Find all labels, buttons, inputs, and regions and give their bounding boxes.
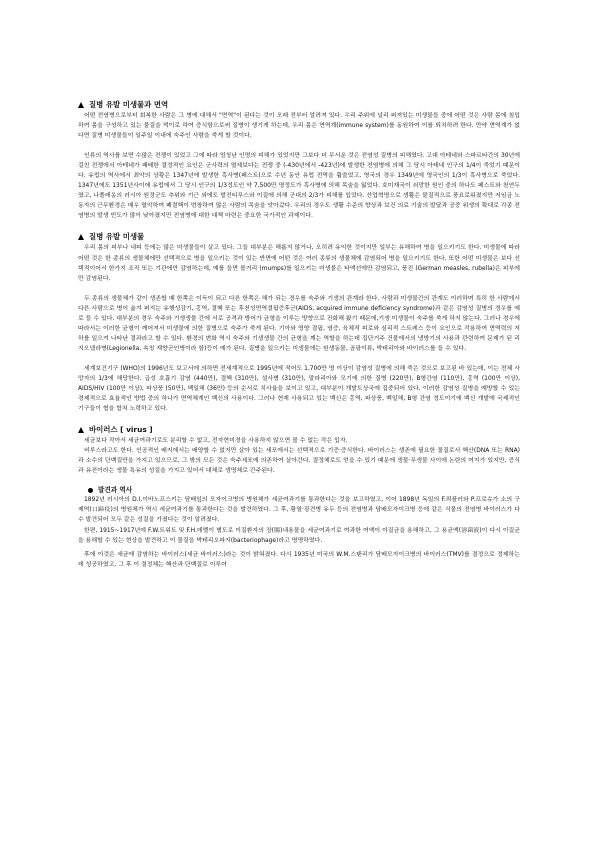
triangle-bullet-icon	[78, 234, 84, 240]
paragraph: 1892년 러시아의 D.I.이바노프스키는 담배잎의 모자이크병의 병원체가 세균여과기를 통과한다는 것을 보고하였고, 이어 1898년 독일의 F.뢰플러와 P.프로슈가 소의 구제역(口蹄疫)의 병원체가 역시 세균여과기를 통과한다는 것을 발견하였다. 그 후, 황열·광견병 유두 등의 전염병과 담배모자이크병 등에 같은 식물의 전염병 바이러스가 다수 발견되어 모두 같은 성질을 가졌다는 것이 알려졌다.	[78, 496, 520, 524]
paragraph: 세균보다 작아서 세균여과기로도 분리할 수 없고, 전자현미경을 사용하지 않으면 볼 수 없는 작은 입자.	[84, 437, 348, 445]
paragraph: 어떤 전염병으로부터 회복한 사람은 그 병에 대해서 "면역"이 된다는 것이 오래 전부터 알려져 있다. 우리 주위에 널리 퍼져있는 미생물들 중에 어떤 것은 사람 몸에 침입하여 몸을 구성하고 있는 물질을 먹이로 하여 증식함으로써 질병이 생기게 하는데, 우리 몸은 면역계(immune system)를 동원하여 이를 퇴치하려 한다. 만약 면역계가 없다면 질병 미생물들이 일주일 이내에 숙주인 사람을 죽게 할 것이다.	[78, 112, 520, 140]
section-heading	[78, 232, 520, 242]
section-heading-text: 바이러스 [ virus ]	[89, 425, 153, 435]
circle-bullet-icon	[88, 488, 93, 493]
subsection-heading-text: 발견과 역사	[98, 486, 133, 495]
paragraph: 세계보건기구 (WHO)의 1996년도 보고서에 의하면 전세계적으로 1995년에 적어도 1,700만 명 이상이 감염성 질병에 의해 죽은 것으로 보고된 바 있는데, 이는 전체 사망자의 1/3에 해당한다. 급성 호흡기 감염 (440만), 결핵 (310만), 설사병 (310만), 말라리아와 모기에 의한 질병 (220만), B형간염 (110만), 홍역 (100만 이상), AIDS/HIV (100만 이상), 파상풍 (50만), 백일해 (36만) 등의 순서로 치사율을 보이고 있고, 대부분이 개발도상국에 집중되어 있다. 이러한 감염성 질병을 예방할 수 있는 경제적으로 효율적인 방법 중의 하나가 면역체계인 백신의 사용이다. 그러나 현재 사용되고 있는 백신은 홍역, 파상풍, 백일해, B형 간염 정도이기에 백신 개발에 국제적인 기구들이 협을 합쳐 노력하고 있다.	[78, 364, 520, 413]
subsection-heading	[88, 485, 520, 495]
paragraph: 우리 몸의 피부나 내피 등에는 많은 미생물들이 살고 있다. 그들 대부분은 해롭지 않거나, 오히려 유익한 것이지만 일부는 유해하여 병을 일으키기도 한다. 미생물에 따라 어떤 것은 한 종류의 생물체에만 선택적으로 병을 일으키는 것이 있는 반면에 어떤 것은 여러 종류의 생물체에 감염되어 병을 일으키기도 한다. 또한 어떤 미생물은 보다 선택적이어서 한가지 조직 또는 기관에만 감염하는데, 예를 들면 볼거리 (mumps)를 일으키는 미생물은 타액선에만 감염되고, 풍진 (German measles, rubella)은 피부에만 감염된다.	[78, 244, 520, 282]
paragraph: 비루스라고도 한다. 인공적인 배지에서는 배양할 수 없지만 살아 있는 세포에서는 선택적으로 기증·증식한다. 바이러스는 생존에 필요한 물질로서 핵산(DNA 또는 RNA)과 소수의 단백질만을 가지고 있으므로, 그 밖의 모든 것은 숙주세포에 의존하여 살아간다. 결정체로도 얻을 수 있기 때문에 생물·무생물 사이에 논란의 여지가 있지만, 증식과 유전이라는 생물 특유의 성질을 가지고 있어서 대체로 생명체로 간주된다.	[78, 447, 520, 475]
section-heading-text: 질병 유발 미생물과 면역	[89, 100, 169, 109]
paragraph: 한편, 1915~1917년에 F.W.트워트 및 F.H.데렐이 별도로 이질환자의 장(腸)내용물을 세균여과기로 여과한 여액이 이질균을 용해하고, 그 용균액(溶菌液)이 다시 이질균을 용해할 수 있는 현상을 발견하고 이 물질을 박테리오파지(bacteriophage)라고 명명하였다.	[78, 526, 520, 544]
triangle-bullet-icon	[78, 102, 84, 108]
paragraph: 인류의 역사를 보면 수많은 전쟁이 있었고 그에 따라 엄청난 인명의 피해가 있었지만 그보다 더 무서운 것은 전염성 질병의 피해였다. 고대 아테네와 스파르타간의 30년에 걸친 전쟁에서 아테네가 패배한 결정적인 요인은 군사력의 열세보다는 전쟁 중 (-430년에서 -423년)에 발생한 전염병에 의해 그 당시 아테네 인구의 1/4이 죽었기 때문이다. 유럽의 역사에서 최악의 상황은 1347년에 발생한 흑사병(페스트)으로 수년 동안 유럽 전역을 휩쓸었고, 영국의 경우 1349년에 영국인의 1/3이 흑사병으로 죽었다. 1347년에도 1351년사이에 유럽에서 그 당시 인구의 1/3정도인 약 7,500만 명정도가 흑사병에 의해 목숨을 잃었다. 호미재국이 쇠망한 원인 중의 하나도 페스트와 천연두였고, 나폴레옹의 러시아 원정군도 추위와 기근 외에도 발진티푸스와 이질에 의해 군대의 2/3가 피해를 입었다. 산업혁명으로 생활은 물질적으로 풍요로워졌지만 저임금 노동자의 근무환경은 매우 열악하여 폐결핵이 번창하여 많은 사람의 목숨을 앗아갔다. 우리의 경우도 생활 수준의 향상과 보건 의료 기술의 발달과 공중 위생의 확대로 각종 전염병의 발생 빈도가 많이 낮아졌지만 전염병에 대한 대책 마련은 중요한 국가적인 과제이다.	[78, 152, 520, 220]
section-heading	[78, 425, 520, 435]
paragraph: 두 종류의 생물체가 같이 생존할 때 한쪽은 이득이 되고 다른 한쪽은 해가 되는 경우를 숙주와 기생의 관계라 한다. 사람과 미생물간의 관계도 이러하며 특히 한 사람에서 다른 사람으로 병이 옮겨 퍼지는 유행성감기, 홍역, 결핵 또는 후천성면역결핍증후군(AIDS, acquired immune deficiency syndrome)과 같은 감염성 질병의 경우를 예로 들 수 있다. 대부분의 경우 숙주와 기생생물 간에 서로 공격과 방어가 균형을 이루는 방향으로 진화해 왔기 때문에,기생 미생물이 숙주를 죽게 하지 않는다. 그러나 경우에 따라서는 이러한 균형이 깨어져서 미생물에 의한 질병으로 숙주가 죽게 된다. 기아와 영양 결핍, 염증, 육체적 피로와 심리적 스트레스 등이 요인으로 작용하여 면역력의 저하를 일으켜 나타난 결과라고 할 수 있다. 환경의 변화 역시 숙주와 기생생물 간의 균형을 깨는 역할을 하는데 집단거주 건물에서의 냉방기의 사용과 관련하여 문제가 된 리지오넬라병(Legionella, 속칭 재향군인병이라 함)등이 예가 된다. 질병을 일으키는 미생물에는 원생동물, 곰팡이류, 박테리아와 바이러스를 들 수 있다.	[78, 294, 520, 352]
document-body	[78, 100, 520, 570]
triangle-bullet-icon	[78, 427, 84, 433]
section-heading	[78, 100, 520, 110]
section-heading-text: 질병 유발 미생물	[89, 232, 145, 242]
paragraph: 후에 이것은 세균에 감염하는 바이러스(세균 바이러스)라는 것이 밝혀졌다. 다시 1935년 미국의 W.M.스탠리가 담배모자이크병의 바이러스(TMV)를 결정으로 정제하는 데 성공하였고, 그 후 이 결정체는 핵산과 단백질로 이루어	[78, 550, 520, 568]
